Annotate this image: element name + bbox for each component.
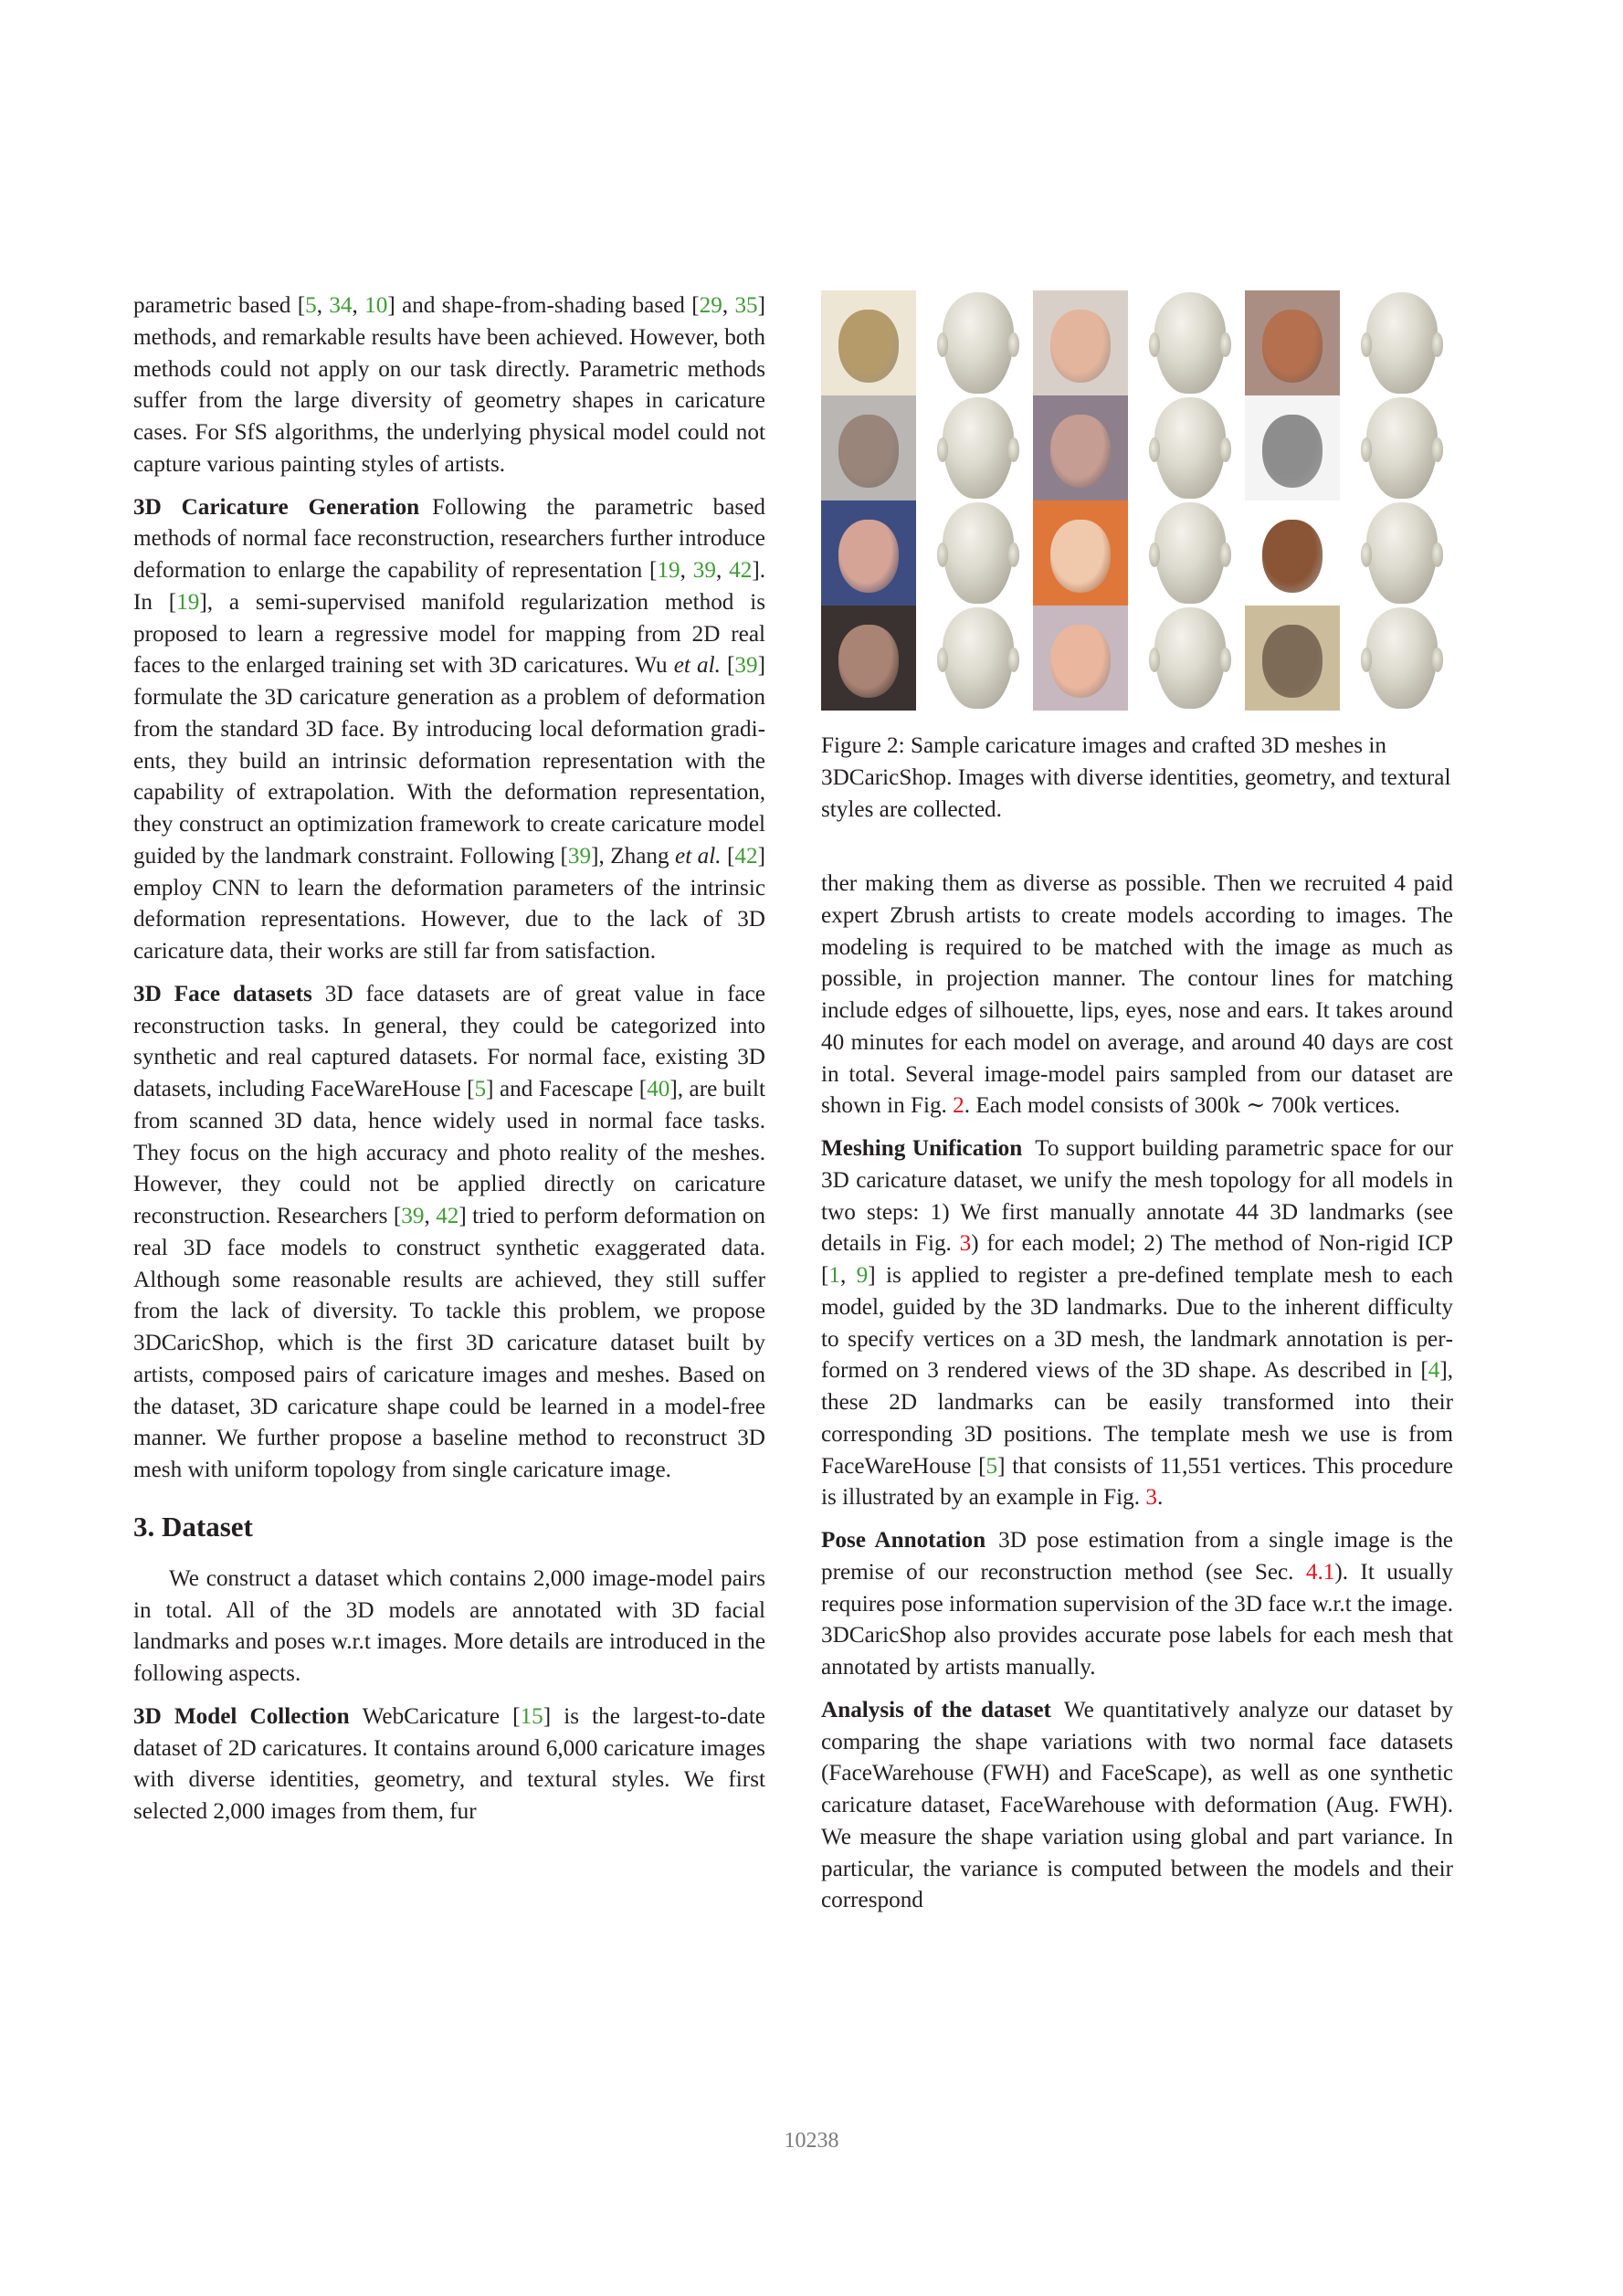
caricature-face-shape bbox=[1262, 415, 1323, 489]
figure-caricature-image bbox=[1245, 395, 1340, 500]
figure-caricature-image bbox=[1245, 606, 1340, 711]
figure-caricature-image bbox=[1245, 500, 1340, 606]
figure-caricature-image bbox=[1245, 290, 1340, 395]
mesh-head-shape bbox=[943, 502, 1014, 603]
figure-caricature-image bbox=[821, 290, 916, 395]
figure-caricature-image bbox=[1033, 290, 1128, 395]
mesh-head-shape bbox=[943, 397, 1014, 498]
caricature-face-shape bbox=[1050, 625, 1112, 699]
caricature-face-shape bbox=[838, 625, 900, 699]
mesh-head-shape bbox=[1154, 502, 1226, 603]
figure-image-grid bbox=[821, 290, 1453, 711]
paragraph-heading: Meshing Unification bbox=[821, 1136, 1023, 1161]
citation-link[interactable]: 19 bbox=[176, 589, 200, 615]
figure-mesh-render bbox=[1139, 500, 1241, 606]
paragraph-heading: Analysis of the dataset bbox=[821, 1697, 1051, 1722]
figure-mesh-render bbox=[927, 395, 1029, 500]
citation-link[interactable]: 5 bbox=[985, 1453, 998, 1479]
paragraph-dataset-intro: We construct a dataset which contains 2,000 image-model pairs in total. All of the 3D models are annotated with 3D facial landmarks and poses w.r.t images. More details are introduced in the following aspects. bbox=[133, 1565, 765, 1686]
figure-mesh-render bbox=[927, 290, 1029, 395]
mesh-head-shape bbox=[1154, 397, 1226, 498]
page-number: 10238 bbox=[784, 2129, 839, 2153]
figure-mesh-render bbox=[1139, 395, 1241, 500]
figure-caricature-image bbox=[821, 395, 916, 500]
citation-link[interactable]: 40 bbox=[647, 1077, 670, 1101]
citation-link[interactable]: 5 bbox=[474, 1077, 487, 1101]
mesh-head-shape bbox=[1154, 607, 1226, 708]
caricature-face-shape bbox=[1050, 520, 1112, 594]
figure-mesh-render bbox=[1351, 500, 1453, 606]
figure-caricature-image bbox=[821, 500, 916, 606]
paragraph-model-collection-continued: ther making them as diverse as possible. Then we recruited 4 paid expert Zbrush artists to create models according to images. The modeling is required to be matched with the image as much as possible, in projection manner. The contour lines for matching include edges of silhouette, lips, eyes, nose and ears. It takes around 40 minutes for each model on average, and around 40 days are cost in total. Several image-model pairs sampled from our dataset are shown in Fig. 2. Each model consists of 300k ∼ 700k vertices. bbox=[821, 871, 1453, 1119]
caricature-face-shape bbox=[1050, 415, 1112, 489]
paragraph-3d-model-collection: 3D Model Collection WebCaricature [15] is the largest-to-date dataset of 2D caricatures. It contains around 6,000 caricature images with diverse identities, geometry, and textural styles. We first selected 2,000 images from them, fur bbox=[133, 1703, 765, 1824]
right-column bbox=[821, 869, 1453, 1928]
citation-link[interactable]: 34 bbox=[329, 293, 353, 318]
caricature-face-shape bbox=[1262, 520, 1323, 594]
citation-link[interactable]: 15 bbox=[520, 1703, 543, 1729]
mesh-head-shape bbox=[1366, 607, 1438, 708]
figure-caricature-image bbox=[1033, 395, 1128, 500]
mesh-head-shape bbox=[1366, 502, 1438, 603]
caricature-face-shape bbox=[838, 415, 900, 489]
figure-mesh-render bbox=[1139, 606, 1241, 711]
citation-link[interactable]: 39 bbox=[692, 558, 716, 583]
paragraph-heading: 3D Caricature Generation bbox=[133, 494, 420, 520]
paragraph-3d-caricature-generation: 3D Caricature Generation Following the parametric based methods of normal face reconstruction, researchers further introduce deformation to enlarge the capability of representation [19, 39, 42]. In [19], a semi-supervised manifold regularization method is proposed to learn a regressive model for mapping from 2D real faces to the enlarged training set with 3D caricatures. Wu et al. [39] formulate the 3D caricature generation as a problem of deformation from the standard 3D face. By introducing local deformation gradients, they build an intrinsic deformation representation with the capability of extrapolation. With the deformation representation, they construct an optimization framework to create caricature model guided by the landmark constraint. Following [39], Zhang et al. [42] employ CNN to learn the deformation parameters of the intrinsic deformation representations. However, due to the lack of 3D caricature data, their works are still far from satisfaction. bbox=[133, 494, 766, 964]
citation-link[interactable]: 35 bbox=[734, 293, 758, 318]
figure-reference-link[interactable]: 2 bbox=[953, 1093, 964, 1119]
left-column bbox=[133, 290, 765, 1839]
citation-link[interactable]: 10 bbox=[364, 293, 388, 318]
mesh-head-shape bbox=[1154, 292, 1226, 393]
paragraph-3d-face-datasets: 3D Face datasets 3D face datasets are of great value in face reconstruction tasks. In general, they could be categorized into synthetic and real captured datasets. For normal face, existing 3D datasets, including FaceWareHouse [5] and Facescape [40], are built from scanned 3D data, hence widely used in normal face tasks. They focus on the high accuracy and photo reality of the meshes. However, they could not be applied directly on caricature reconstruction. Researchers [39, 42] tried to perform deformation on real 3D face models to construct synthetic exaggerated data. Although some reasonable results are achieved, they still suffer from the lack of diversity. To tackle this problem, we propose 3DCaricShop, which is the first 3D caricature dataset built by artists, composed pairs of caricature images and meshes. Based on the dataset, 3D caricature shape could be learned in a model-free manner. We further propose a baseline method to reconstruct 3D mesh with uniform topology from single caricature image. bbox=[133, 981, 766, 1482]
citation-link[interactable]: 42 bbox=[729, 558, 753, 583]
figure-mesh-render bbox=[1351, 606, 1453, 711]
figure-2 bbox=[821, 290, 1453, 711]
caricature-face-shape bbox=[1262, 625, 1323, 699]
mesh-head-shape bbox=[1366, 397, 1438, 498]
figure-mesh-render bbox=[1139, 290, 1241, 395]
figure-mesh-render bbox=[1351, 290, 1453, 395]
paragraph-heading: 3D Face datasets bbox=[133, 981, 312, 1006]
caricature-face-shape bbox=[838, 520, 900, 594]
paragraph-analysis-of-dataset: Analysis of the dataset We quantitatively analyze our dataset by comparing the shape variations with two normal face datasets (FaceWarehouse (FWH) and FaceScape), as well as one synthetic caricature dataset, FaceWarehouse with deformation (Aug. FWH). We measure the shape variation using global and part variance. In particular, the variance is computed between the models and their correspond bbox=[821, 1697, 1453, 1913]
citation-link[interactable]: 19 bbox=[657, 558, 680, 583]
figure-reference-link[interactable]: 3 bbox=[959, 1231, 972, 1257]
figure-caption: Figure 2: Sample caricature images and crafted 3D meshes in 3DCaricShop. Images with diverse identities, geometry, and textural styles are collected. bbox=[821, 733, 1451, 822]
figure-mesh-render bbox=[1351, 395, 1453, 500]
figure-mesh-render bbox=[927, 606, 1029, 711]
figure-caricature-image bbox=[821, 606, 916, 711]
paragraph-related-methods: parametric based [5, 34, 10] and shape-from-shading based [29, 35] methods, and remarkable results have been achieved. However, both methods could not apply on our task directly. Parametric methods suffer from the large diversity of geometry shapes in caricature cases. For SfS algorithms, the underlying physical model could not capture various painting styles of artists. bbox=[133, 293, 766, 477]
citation-link[interactable]: 39 bbox=[567, 843, 592, 869]
citation-link[interactable]: 4 bbox=[1428, 1358, 1440, 1384]
paragraph-meshing-unification: Meshing Unification To support building parametric space for our 3D caricature dataset, we unify the mesh topology for all models in two steps: 1) We first manually annotate 44 3D landmarks (see details in Fig. 3) for each model; 2) The method of Non-rigid ICP [1, 9] is applied to register a pre-defined template mesh to each model, guided by the 3D landmarks. Due to the inherent difficulty to specify vertices on a 3D mesh, the landmark annotation is performed on 3 rendered views of the 3D shape. As described in [4], these 2D landmarks can be easily transformed into their corresponding 3D positions. The template mesh we use is from FaceWareHouse [5] that consists of 11,551 vertices. This procedure is illustrated by an example in Fig. 3. bbox=[821, 1136, 1454, 1511]
paragraph-pose-annotation: Pose Annotation 3D pose estimation from a single image is the premise of our reconstruction method (see Sec. 4.1). It usually requires pose information supervision of the 3D face w.r.t the image. 3DCaricShop also provides accurate pose labels for each mesh that annotated by artists manually. bbox=[821, 1528, 1453, 1680]
section-reference-link[interactable]: 4.1 bbox=[1305, 1559, 1335, 1585]
citation-link[interactable]: 42 bbox=[734, 843, 758, 869]
figure-reference-link[interactable]: 3 bbox=[1145, 1485, 1157, 1511]
citation-link[interactable]: 39 bbox=[401, 1204, 425, 1228]
paragraph-heading: Pose Annotation bbox=[821, 1528, 986, 1553]
citation-link[interactable]: 9 bbox=[856, 1263, 869, 1288]
citation-link[interactable]: 5 bbox=[305, 293, 317, 318]
caricature-face-shape bbox=[1050, 310, 1112, 384]
citation-link[interactable]: 39 bbox=[734, 653, 758, 679]
figure-caricature-image bbox=[1033, 606, 1128, 711]
citation-link[interactable]: 29 bbox=[699, 293, 722, 318]
figure-mesh-render bbox=[927, 500, 1029, 606]
mesh-head-shape bbox=[943, 607, 1014, 708]
mesh-head-shape bbox=[943, 292, 1014, 393]
caricature-face-shape bbox=[838, 310, 900, 384]
caricature-face-shape bbox=[1262, 310, 1323, 384]
citation-link[interactable]: 42 bbox=[436, 1204, 459, 1228]
section-title: 3. Dataset bbox=[133, 1510, 253, 1543]
figure-caricature-image bbox=[1033, 500, 1128, 606]
mesh-head-shape bbox=[1366, 292, 1438, 393]
citation-link[interactable]: 1 bbox=[828, 1263, 840, 1288]
paragraph-heading: 3D Model Collection bbox=[133, 1703, 350, 1729]
